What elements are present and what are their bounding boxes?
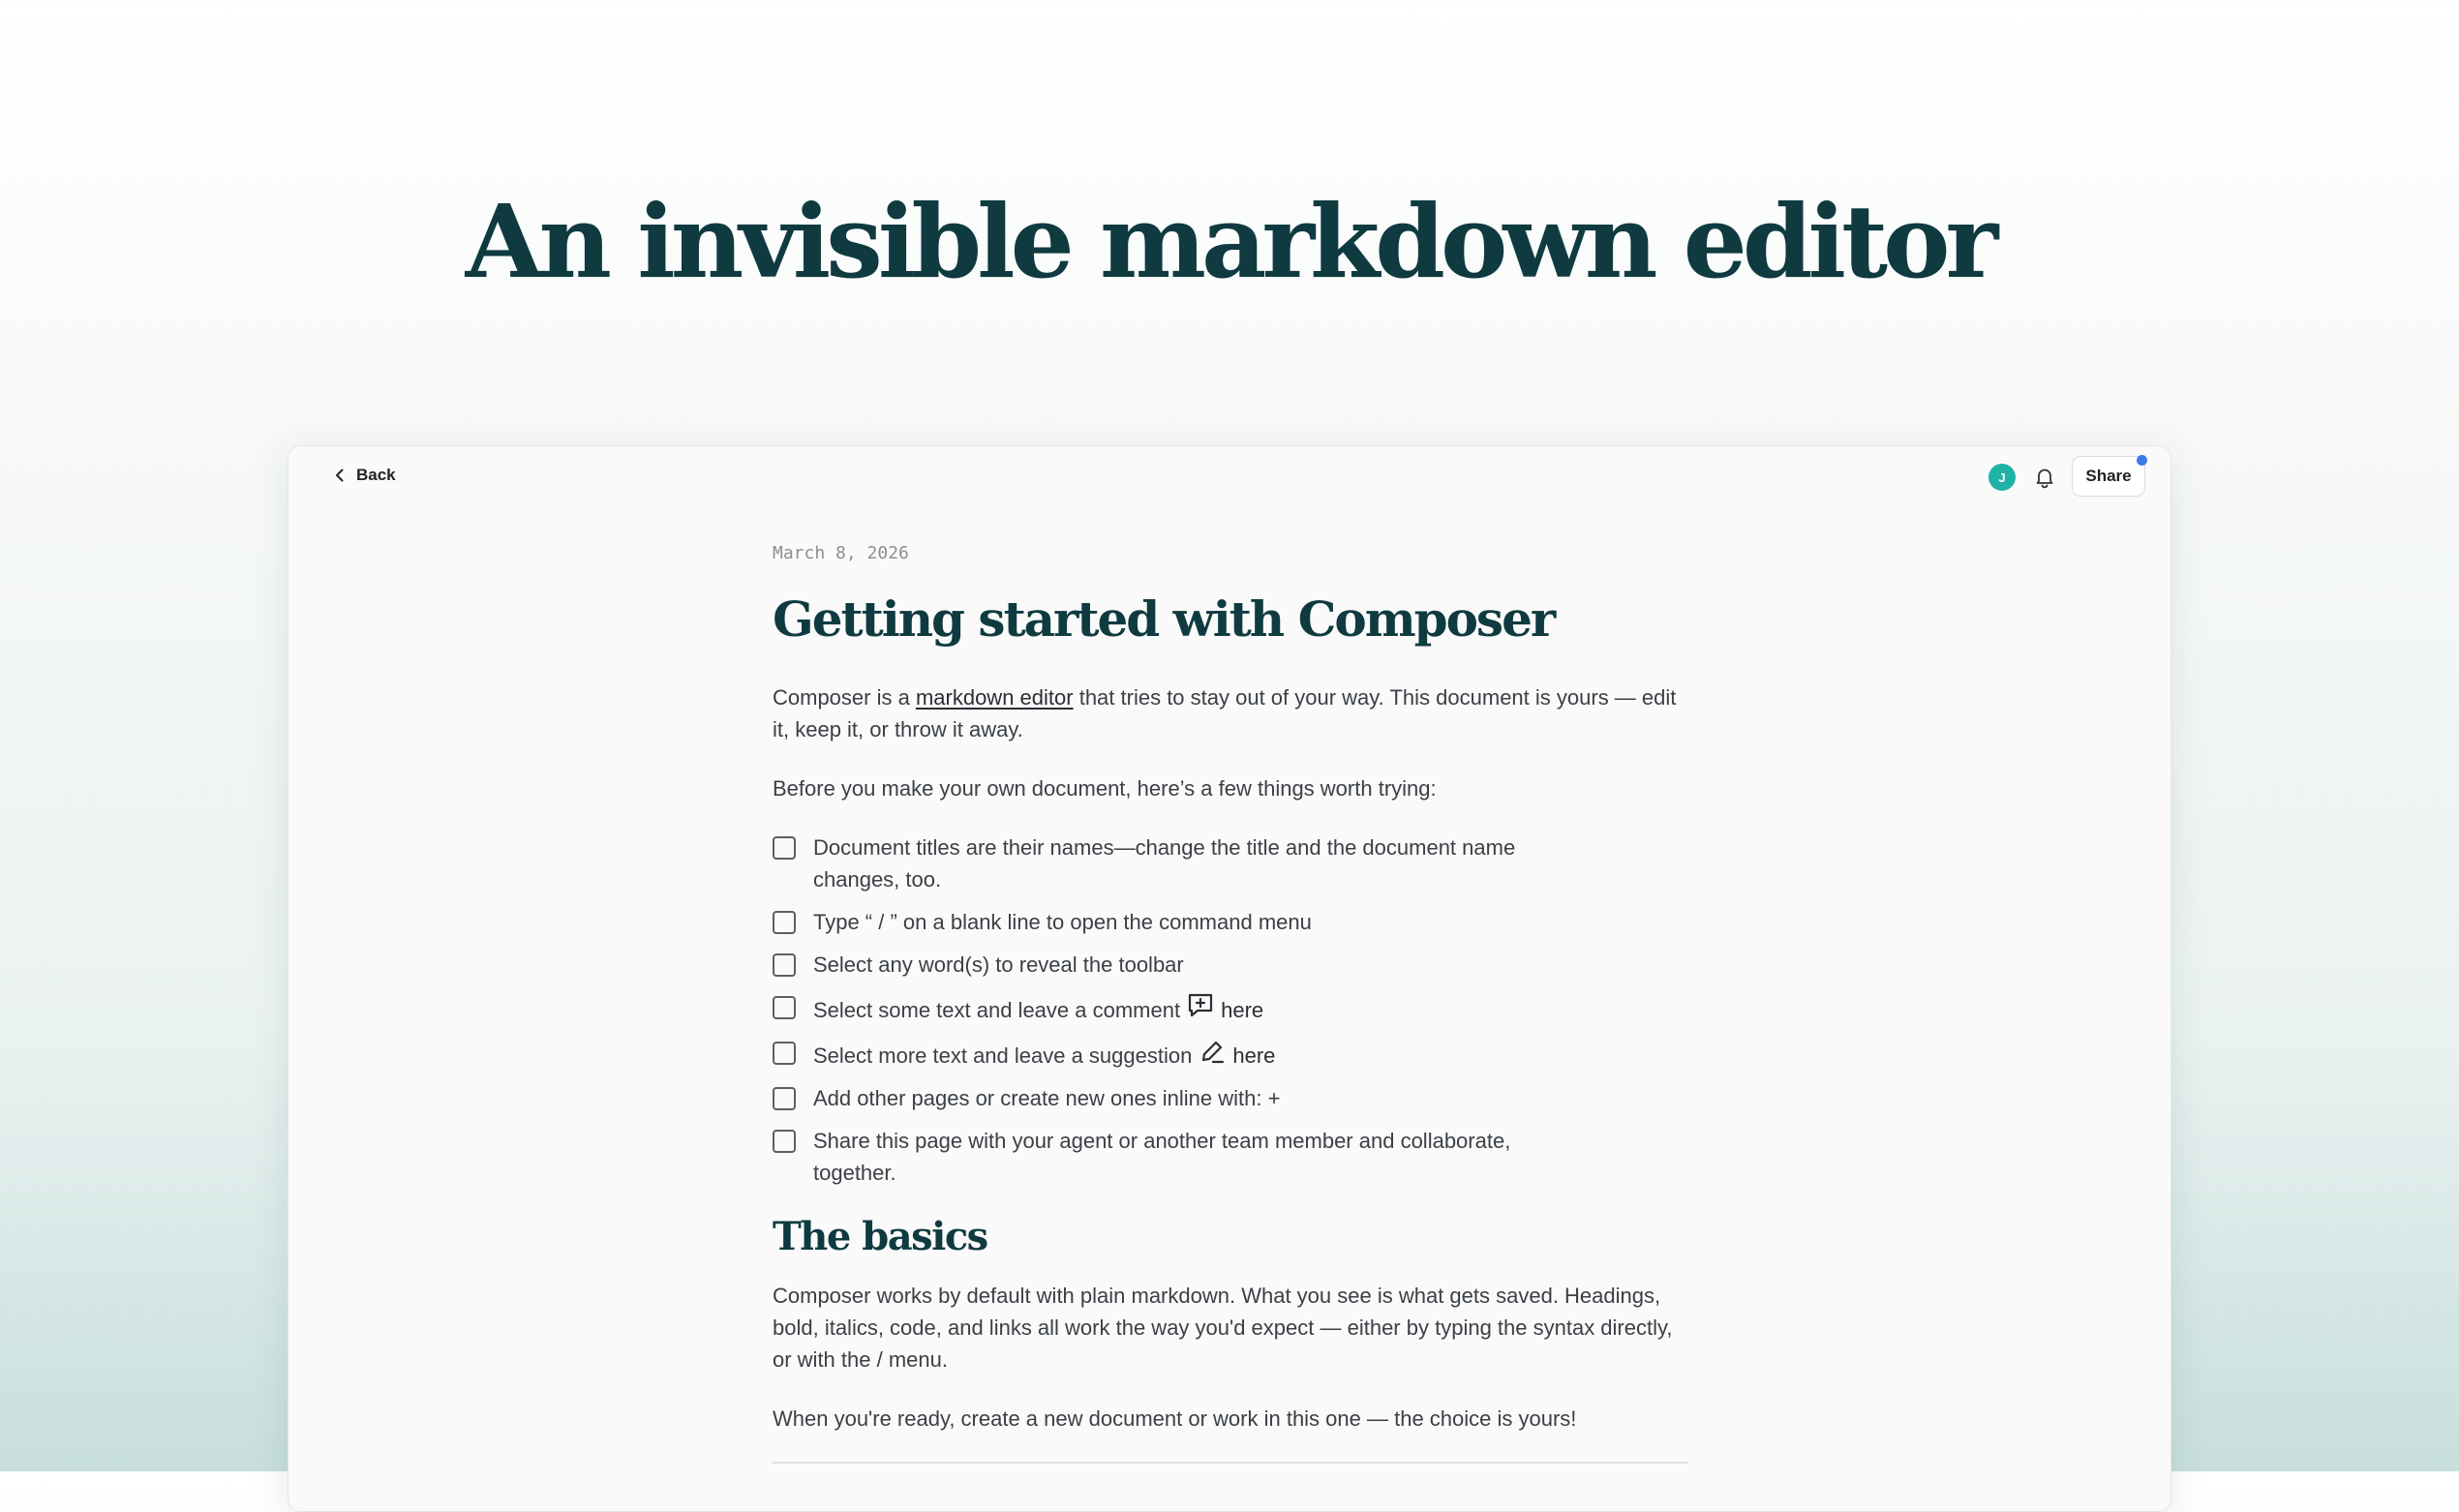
markdown-editor-link[interactable]: markdown editor bbox=[915, 685, 1074, 710]
todo-item bbox=[773, 991, 1692, 1026]
divider bbox=[773, 1462, 1688, 1464]
todo-item bbox=[773, 949, 1692, 981]
share-button[interactable]: Share bbox=[2072, 456, 2145, 497]
todo-content bbox=[813, 991, 1263, 1026]
todo-checkbox[interactable] bbox=[773, 836, 796, 860]
todo-item bbox=[773, 832, 1692, 895]
document-date: March 8, 2026 bbox=[773, 543, 909, 563]
document-title[interactable]: Getting started with Composer bbox=[773, 590, 1555, 648]
comment-here-link[interactable]: here bbox=[1221, 998, 1264, 1022]
todo-text: Add other pages or create new ones inline with: + bbox=[813, 1086, 1281, 1110]
comment-plus-icon bbox=[1186, 991, 1215, 1020]
suggestion-here-link[interactable]: here bbox=[1232, 1043, 1276, 1068]
todo-text: Select more text and leave a suggestion bbox=[813, 1043, 1193, 1068]
todo-text: Select some text and leave a comment bbox=[813, 998, 1181, 1022]
bell-icon[interactable] bbox=[2032, 465, 2057, 490]
intro-after: that tries to stay out of your way. This document is yours — edit it, keep it, or throw it away. bbox=[773, 685, 1677, 741]
lead-paragraph: Before you make your own document, here’s a few things worth trying: bbox=[773, 776, 1437, 801]
todo-checkbox[interactable] bbox=[773, 953, 796, 977]
todo-content bbox=[813, 1037, 1275, 1072]
back-button[interactable] bbox=[331, 466, 396, 485]
hero-title: An invisible markdown editor bbox=[465, 182, 1994, 301]
todo-item bbox=[773, 1037, 1692, 1072]
todo-text: Type “ / ” on a blank line to open the command menu bbox=[813, 910, 1312, 934]
editor-topbar bbox=[288, 446, 2171, 506]
todo-item bbox=[773, 906, 1692, 938]
todo-checkbox[interactable] bbox=[773, 911, 796, 934]
todo-text: Document titles are their names—change the title and the document name changes, too. bbox=[813, 835, 1516, 892]
avatar[interactable]: J bbox=[1988, 464, 2016, 491]
todo-item bbox=[773, 1125, 1692, 1189]
document-body[interactable] bbox=[773, 543, 1692, 1464]
intro-before: Composer is a bbox=[773, 685, 916, 710]
todo-text: Share this page with your agent or another team member and collaborate, together. bbox=[813, 1129, 1511, 1185]
closing-paragraph: When you're ready, create a new document or work in this one — the choice is yours! bbox=[773, 1406, 1577, 1431]
todo-list bbox=[773, 832, 1692, 1189]
intro-paragraph bbox=[773, 681, 1692, 745]
basics-paragraph: Composer works by default with plain markdown. What you see is what gets saved. Headings, bold, italics, code, and links all work the way you'd expect — either by typing the syntax directly, or with the / menu. bbox=[773, 1284, 1673, 1372]
todo-checkbox[interactable] bbox=[773, 1130, 796, 1153]
editor-window bbox=[288, 445, 2171, 1512]
notification-dot bbox=[2137, 455, 2147, 466]
todo-checkbox[interactable] bbox=[773, 996, 796, 1019]
basics-heading: The basics bbox=[773, 1214, 987, 1259]
todo-text: Select any word(s) to reveal the toolbar bbox=[813, 953, 1184, 977]
chevron-left-icon bbox=[331, 467, 349, 484]
back-label: Back bbox=[356, 466, 396, 484]
todo-checkbox[interactable] bbox=[773, 1042, 796, 1065]
todo-checkbox[interactable] bbox=[773, 1087, 796, 1110]
pencil-icon bbox=[1198, 1037, 1227, 1066]
todo-item bbox=[773, 1082, 1692, 1114]
